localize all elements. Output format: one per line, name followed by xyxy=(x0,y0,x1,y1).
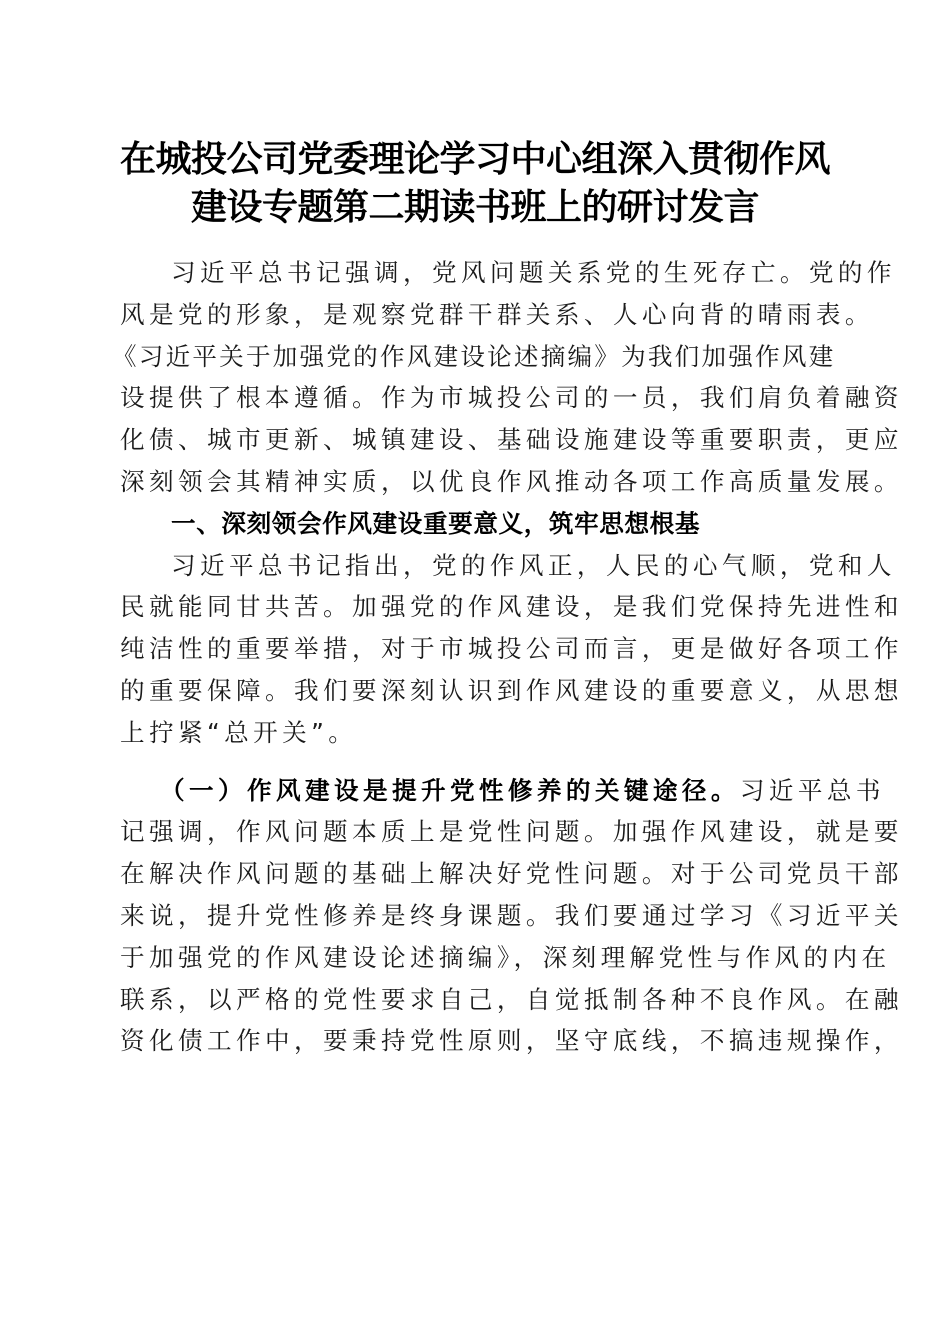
text-line: 联系，以严格的党性要求自己，自觉抵制各种不良作风。在融 xyxy=(120,984,903,1014)
text-line: 纯洁性的重要举措，对于市城投公司而言，更是做好各项工作 xyxy=(120,634,903,664)
document-title xyxy=(100,135,850,231)
text-line: 上拧紧“总开关”。 xyxy=(120,717,358,747)
section-heading-1: 一、深刻领会作风建设重要意义，筑牢思想根基 xyxy=(171,508,701,538)
title-line-2: 建设专题第二期读书班上的研讨发言 xyxy=(190,186,759,228)
title-line-1: 在城投公司党委理论学习中心组深入贯彻作风 xyxy=(119,138,830,180)
text-line: 设提供了根本遵循。作为市城投公司的一员，我们肩负着融资 xyxy=(120,383,903,413)
text-line: 风是党的形象，是观察党群干群关系、人心向背的晴雨表。 xyxy=(120,299,874,329)
paragraph-section-1 xyxy=(120,545,903,754)
paragraph-subsection-1 xyxy=(120,770,903,1063)
text-line: 的重要保障。我们要深刻认识到作风建设的重要意义，从思想 xyxy=(120,675,903,705)
text-line: 习近平总书记指出，党的作风正，人民的心气顺，党和人 xyxy=(171,550,896,580)
paragraph-spacer xyxy=(120,754,824,770)
text-fragment: 习近平总书 xyxy=(739,775,885,805)
text-line: 来说，提升党性修养是终身课题。我们要通过学习《习近平关 xyxy=(120,900,903,930)
paragraph-intro xyxy=(112,252,903,503)
text-line: 化债、城市更新、城镇建设、基础设施建设等重要职责，更应 xyxy=(120,425,903,455)
text-line: 民就能同甘共苦。加强党的作风建设，是我们党保持先进性和 xyxy=(120,592,903,622)
text-line: 资化债工作中，要秉持党性原则，坚守底线，不搞违规操作， xyxy=(120,1026,903,1056)
text-line: 记强调，作风问题本质上是党性问题。加强作风建设，就是要 xyxy=(120,817,903,847)
text-line: 深刻领会其精神实质，以优良作风推动各项工作高质量发展。 xyxy=(120,466,903,496)
subsection-first-line xyxy=(120,770,885,812)
document-body xyxy=(112,252,903,1062)
text-line: 习近平总书记强调，党风问题关系党的生死存亡。党的作 xyxy=(171,258,896,287)
subsection-heading-1: （一）作风建设是提升党性修养的关键途径。 xyxy=(160,775,740,805)
text-line: 《习近平关于加强党的作风建设论述摘编》为我们加强作风建 xyxy=(112,341,836,371)
text-line: 在解决作风问题的基础上解决好党性问题。对于公司党员干部 xyxy=(120,859,903,889)
text-line: 于加强党的作风建设论述摘编》，深刻理解党性与作风的内在 xyxy=(120,942,891,972)
